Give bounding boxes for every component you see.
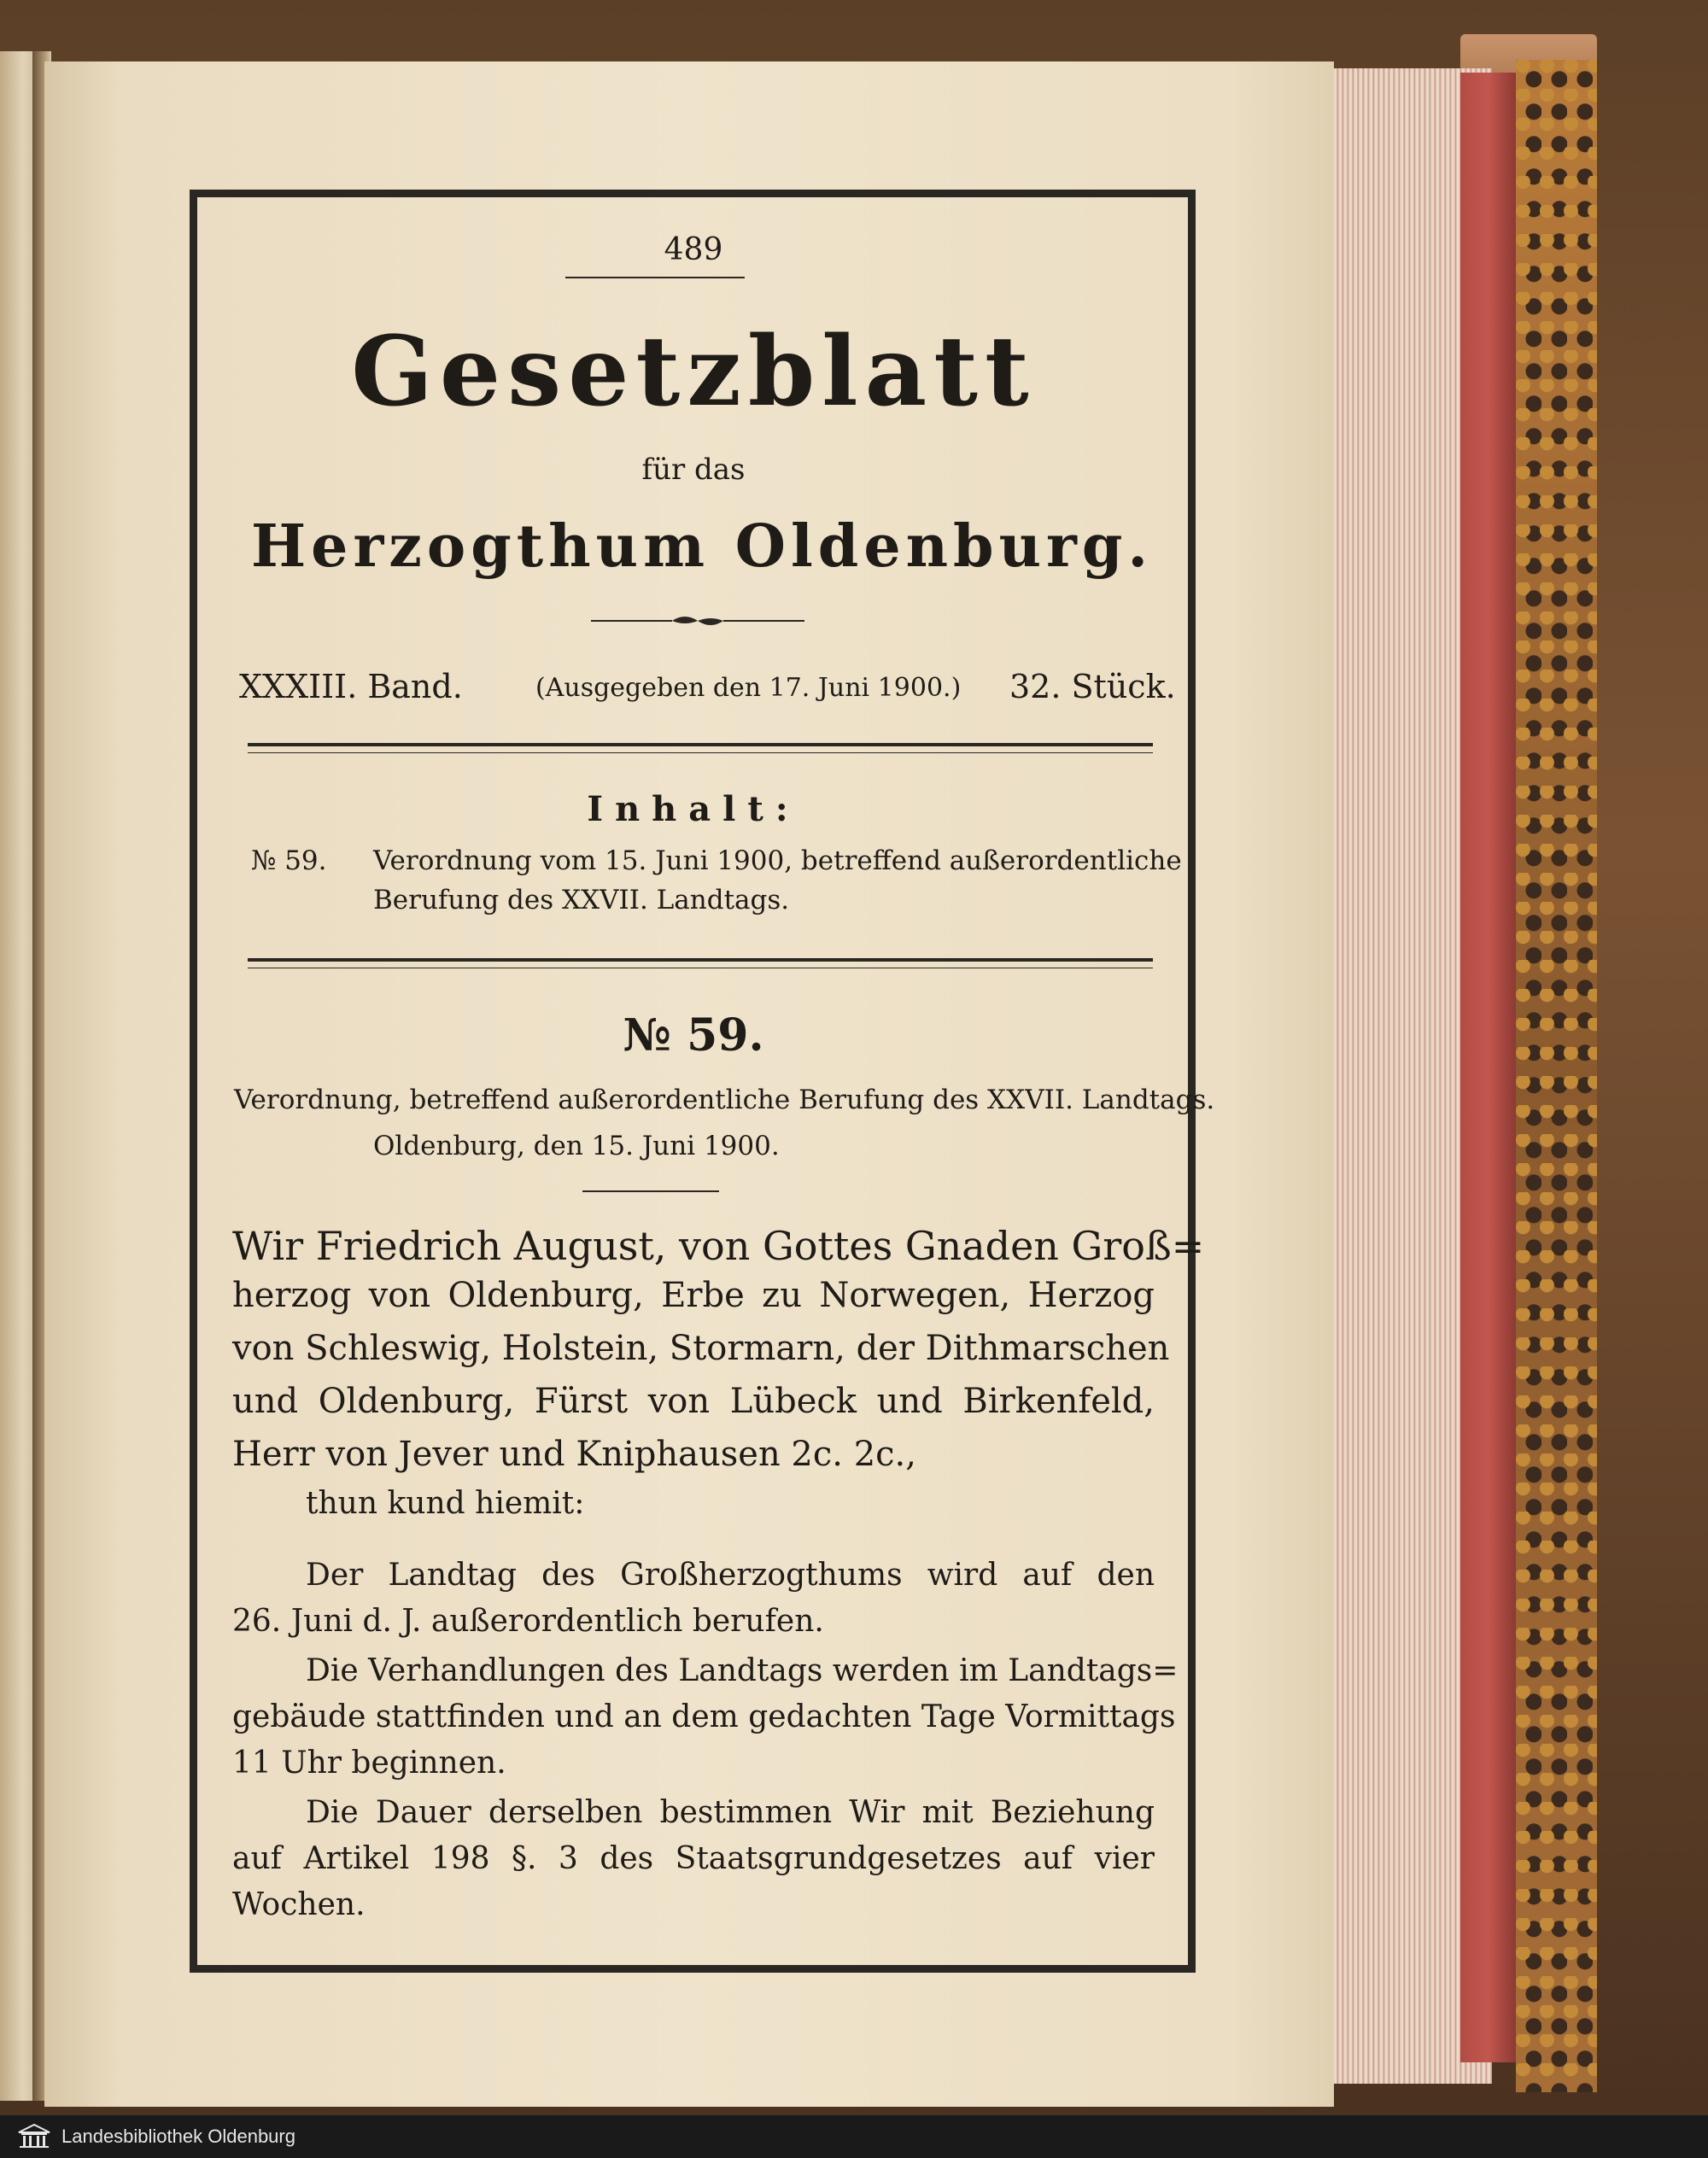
contents-entry-line: Berufung des XXVII. Landtags. [373, 885, 790, 915]
body-line: Wir Friedrich August, von Gottes Gnaden Groß= [232, 1223, 1205, 1269]
page-title: Gesetzblatt [351, 316, 1036, 428]
issue-number: 32. Stück. [1009, 668, 1176, 705]
header-divider [248, 743, 1153, 746]
red-page-edge [1460, 73, 1516, 2062]
body-line: und Oldenburg, Fürst von Lübeck und Birkenfeld, [232, 1382, 1155, 1421]
section-title: Verordnung, betreffend außerordentliche Berufung des XXVII. Landtags. [234, 1085, 1215, 1115]
volume-label: XXXIII. Band. [239, 668, 463, 705]
footer-bar [0, 2115, 1708, 2158]
body-line: thun kund hiemit: [306, 1486, 585, 1521]
contents-heading: Inhalt: [587, 789, 800, 829]
territory-title: Herzogthum Oldenburg. [250, 512, 1154, 581]
body-line: 11 Uhr beginnen. [232, 1746, 506, 1781]
subtitle: für das [641, 453, 746, 487]
body-line: Wochen. [232, 1887, 366, 1922]
body-line: auf Artikel 198 §. 3 des Staatsgrundgesetzes auf vier [232, 1841, 1155, 1876]
library-name: Landesbibliothek Oldenburg [61, 2126, 295, 2147]
section-number: № 59. [623, 1009, 764, 1061]
body-line: Die Dauer derselben bestimmen Wir mit Beziehung [306, 1795, 1155, 1830]
body-line: gebäude stattfinden und an dem gedachten Tage Vormittags [232, 1699, 1176, 1734]
section-rule [582, 1190, 719, 1192]
marbled-cover [1516, 60, 1597, 2092]
page-number: 489 [664, 232, 723, 267]
page-number-rule [565, 277, 745, 278]
header-divider-thin [248, 752, 1153, 753]
contents-entry-number: № 59. [251, 845, 327, 876]
contents-entry-line: Verordnung vom 15. Juni 1900, betreffend außerordentliche [373, 845, 1182, 876]
body-line: Der Landtag des Großherzogthums wird auf den [306, 1558, 1155, 1593]
ornament-divider [591, 608, 804, 634]
library-building-icon [17, 2122, 51, 2149]
body-line: 26. Juni d. J. außerordentlich berufen. [232, 1604, 824, 1639]
contents-divider [248, 958, 1153, 962]
body-line: herzog von Oldenburg, Erbe zu Norwegen, Herzog [232, 1276, 1155, 1315]
body-line: von Schleswig, Holstein, Stormarn, der Dithmarschen [232, 1329, 1170, 1368]
issue-date: (Ausgegeben den 17. Juni 1900.) [535, 673, 962, 703]
section-place-date: Oldenburg, den 15. Juni 1900. [373, 1131, 780, 1161]
body-line: Herr von Jever und Kniphausen 2c. 2c., [232, 1435, 916, 1474]
body-line: Die Verhandlungen des Landtags werden im Landtags= [306, 1653, 1179, 1688]
document-page [44, 61, 1334, 2107]
